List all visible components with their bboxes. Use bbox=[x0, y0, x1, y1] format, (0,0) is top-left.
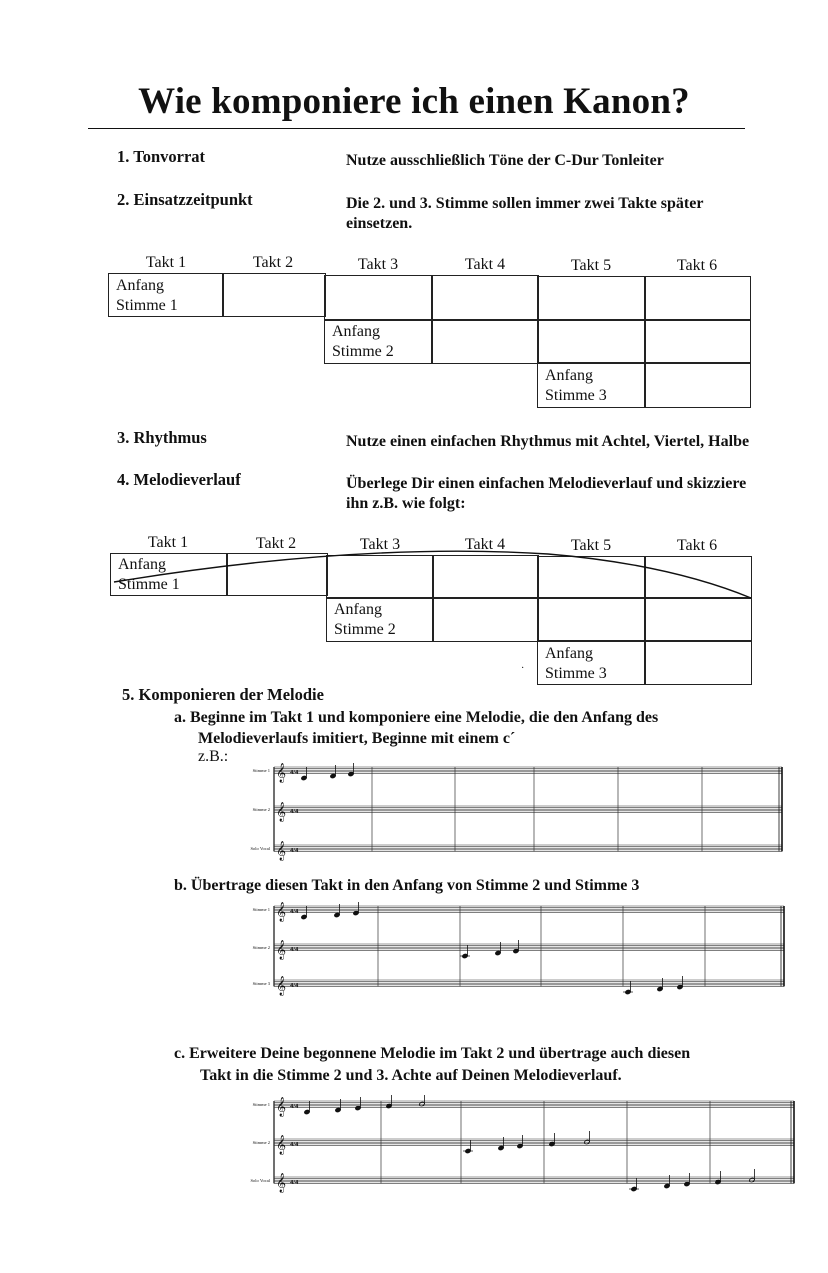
cell-text: Stimme 3 bbox=[545, 665, 607, 682]
table-cell bbox=[537, 276, 646, 321]
table-cell bbox=[324, 275, 433, 321]
staff-label: Solo Vocal bbox=[250, 1178, 270, 1183]
score-example-b bbox=[232, 900, 786, 1000]
staff bbox=[253, 763, 782, 783]
note bbox=[355, 1097, 361, 1111]
step-3-text: Nutze einen einfachen Rhythmus mit Achtel, Viertel, Halbe bbox=[346, 433, 750, 450]
table-cell bbox=[644, 276, 751, 321]
staff-label: Stimme 2 bbox=[252, 807, 270, 812]
melody-contour-curve bbox=[108, 550, 758, 605]
treble-clef-icon: 𝄞 bbox=[276, 802, 287, 822]
score-example-a bbox=[232, 762, 784, 862]
note bbox=[517, 1135, 523, 1149]
table-header: Takt 4 bbox=[464, 536, 506, 553]
table-header: Takt 5 bbox=[570, 257, 612, 274]
table-cell bbox=[644, 362, 751, 408]
step-2-label: 2. Einsatzzeitpunkt bbox=[117, 190, 253, 209]
staff-label: Stimme 2 bbox=[252, 1140, 270, 1145]
cell-text: Stimme 2 bbox=[334, 621, 396, 638]
cell-text: Anfang bbox=[118, 556, 166, 573]
step-2-text-line1: Die 2. und 3. Stimme sollen immer zwei Takte später bbox=[346, 195, 704, 212]
section-5-heading: 5. Komponieren der Melodie bbox=[122, 685, 324, 704]
staff bbox=[253, 902, 784, 922]
score-svg bbox=[232, 1095, 796, 1195]
note bbox=[677, 976, 683, 990]
table-header: Takt 5 bbox=[570, 537, 612, 554]
staff bbox=[253, 976, 784, 996]
step-2-text-line2: einsetzen. bbox=[346, 215, 413, 232]
table-cell bbox=[537, 319, 646, 364]
note bbox=[684, 1173, 690, 1187]
staff bbox=[251, 1173, 794, 1193]
staff bbox=[253, 802, 782, 822]
treble-clef-icon: 𝄞 bbox=[276, 976, 287, 996]
time-signature: 4/4 bbox=[290, 847, 299, 854]
table-cell bbox=[431, 319, 539, 364]
treble-clef-icon: 𝄞 bbox=[276, 1097, 287, 1117]
cell-text: Anfang bbox=[332, 323, 380, 340]
cell-text: Anfang bbox=[545, 645, 593, 662]
step-1-label: 1. Tonvorrat bbox=[117, 147, 206, 166]
step-3-label: 3. Rhythmus bbox=[117, 428, 207, 447]
note bbox=[353, 902, 359, 916]
table-cell-voice1-start bbox=[108, 273, 224, 317]
note bbox=[301, 906, 307, 920]
task-c-line1: c. Erweitere Deine begonnene Melodie im Takt 2 und übertrage auch diesen bbox=[174, 1045, 691, 1062]
cell-text: Anfang bbox=[545, 367, 593, 384]
title-underline bbox=[88, 128, 745, 129]
treble-clef-icon: 𝄞 bbox=[276, 1173, 287, 1193]
task-c-line2: Takt in die Stimme 2 und 3. Achte auf Deinen Melodieverlauf. bbox=[200, 1067, 622, 1084]
table-header: Takt 1 bbox=[147, 534, 189, 551]
note bbox=[348, 763, 354, 777]
step-1-text: Nutze ausschließlich Töne der C-Dur Tonleiter bbox=[346, 152, 664, 169]
treble-clef-icon: 𝄞 bbox=[276, 763, 287, 783]
time-signature: 4/4 bbox=[290, 1103, 299, 1110]
page-title: Wie komponiere ich einen Kanon? bbox=[138, 81, 690, 122]
treble-clef-icon: 𝄞 bbox=[276, 940, 287, 960]
staff-label: Solo Vocal bbox=[250, 846, 270, 851]
table-header: Takt 6 bbox=[676, 257, 718, 274]
score-svg bbox=[232, 762, 784, 862]
cell-text: Stimme 2 bbox=[332, 343, 394, 360]
staff-label: Stimme 2 bbox=[252, 945, 270, 950]
time-signature: 4/4 bbox=[290, 808, 299, 815]
time-signature: 4/4 bbox=[290, 1141, 299, 1148]
step-4-text-line1: Überlege Dir einen einfachen Melodieverlauf und skizziere bbox=[346, 475, 747, 492]
score-example-c bbox=[232, 1095, 796, 1195]
example-label: z.B.: bbox=[198, 748, 229, 765]
table-cell bbox=[222, 273, 326, 317]
table-cell bbox=[431, 275, 539, 321]
table-header: Takt 2 bbox=[252, 254, 294, 271]
note bbox=[549, 1133, 555, 1147]
table-header: Takt 4 bbox=[464, 256, 506, 273]
table-header: Takt 6 bbox=[676, 537, 718, 554]
cell-text: Anfang bbox=[116, 277, 164, 294]
time-signature: 4/4 bbox=[290, 982, 299, 989]
table-header: Takt 1 bbox=[145, 254, 187, 271]
treble-clef-icon: 𝄞 bbox=[276, 1135, 287, 1155]
note bbox=[749, 1169, 755, 1183]
score-svg bbox=[232, 900, 786, 1000]
treble-clef-icon: 𝄞 bbox=[276, 841, 287, 861]
note bbox=[513, 940, 519, 954]
table-cell-voice3-start bbox=[537, 640, 646, 685]
table-header: Takt 3 bbox=[359, 536, 401, 553]
task-a-line2: Melodieverlaufs imitiert, Beginne mit einem c´ bbox=[198, 730, 516, 747]
note bbox=[584, 1131, 590, 1145]
staff-label: Stimme 1 bbox=[252, 1102, 270, 1107]
cell-text: Stimme 1 bbox=[116, 297, 178, 314]
time-signature: 4/4 bbox=[290, 1179, 299, 1186]
task-a-line1: a. Beginne im Takt 1 und komponiere eine Melodie, die den Anfang des bbox=[174, 709, 659, 726]
cell-text: Anfang bbox=[334, 601, 382, 618]
treble-clef-icon: 𝄞 bbox=[276, 902, 287, 922]
step-4-text-line2: ihn z.B. wie folgt: bbox=[346, 495, 466, 512]
step-4-label: 4. Melodieverlauf bbox=[117, 470, 241, 489]
staff-label: Stimme 3 bbox=[252, 981, 270, 986]
cell-text: Stimme 1 bbox=[118, 576, 180, 593]
table-cell-voice3-start bbox=[537, 362, 646, 408]
time-signature: 4/4 bbox=[290, 769, 299, 776]
time-signature: 4/4 bbox=[290, 908, 299, 915]
time-signature: 4/4 bbox=[290, 946, 299, 953]
table-cell-voice2-start bbox=[324, 319, 433, 364]
cell-text: Stimme 3 bbox=[545, 387, 607, 404]
staff bbox=[253, 1135, 794, 1155]
staff-label: Stimme 1 bbox=[252, 768, 270, 773]
table-header: Takt 3 bbox=[357, 256, 399, 273]
note bbox=[715, 1171, 721, 1185]
note bbox=[304, 1101, 310, 1115]
table-cell bbox=[644, 319, 751, 364]
staff bbox=[253, 1097, 794, 1117]
table-cell bbox=[644, 640, 752, 685]
task-b: b. Übertrage diesen Takt in den Anfang von Stimme 2 und Stimme 3 bbox=[174, 877, 640, 894]
note bbox=[386, 1095, 392, 1109]
stray-dot: · bbox=[521, 663, 525, 674]
note bbox=[301, 767, 307, 781]
staff-label: Stimme 1 bbox=[252, 907, 270, 912]
table-header: Takt 2 bbox=[255, 535, 297, 552]
